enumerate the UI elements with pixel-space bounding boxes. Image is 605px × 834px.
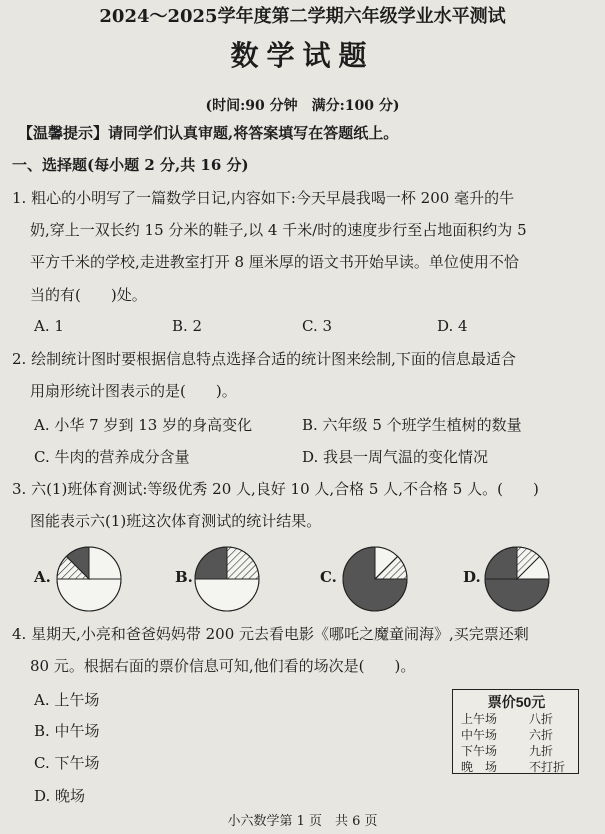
q3-pie-c[interactable] bbox=[340, 544, 410, 614]
q1-line-4: 当的有( )处。 bbox=[30, 286, 147, 304]
q3-pie-b[interactable] bbox=[192, 544, 262, 614]
q3-pie-a[interactable] bbox=[54, 544, 124, 614]
section-heading: 一、选择题(每小题 2 分,共 16 分) bbox=[12, 156, 249, 174]
q1-option-a[interactable]: A. 1 bbox=[34, 317, 64, 335]
ticket-row-session: 中午场 bbox=[461, 728, 498, 742]
ticket-row-discount: 八折 bbox=[529, 712, 554, 726]
q4-option-b[interactable]: B. 中午场 bbox=[34, 722, 100, 740]
q4-line-2: 80 元。根据右面的票价信息可知,他们看的场次是( )。 bbox=[30, 657, 416, 675]
q1-option-d[interactable]: D. 4 bbox=[437, 317, 468, 335]
q3-option-b-label[interactable]: B. bbox=[175, 568, 193, 586]
exam-title: 2024～2025学年度第二学期六年级学业水平测试 bbox=[99, 6, 506, 27]
q4-option-c[interactable]: C. 下午场 bbox=[34, 754, 100, 772]
q3-option-d-label[interactable]: D. bbox=[463, 568, 481, 586]
q3-option-a-label[interactable]: A. bbox=[34, 568, 51, 586]
q1-option-b[interactable]: B. 2 bbox=[172, 317, 203, 335]
q4-option-d[interactable]: D. 晚场 bbox=[34, 787, 86, 805]
q2-line-1: 2. 绘制统计图时要根据信息特点选择合适的统计图来绘制,下面的信息最适合 bbox=[12, 350, 516, 368]
ticket-price-box bbox=[452, 689, 579, 774]
q4-line-1: 4. 星期天,小亮和爸爸妈妈带 200 元去看电影《哪吒之魔童闹海》,买完票还剩 bbox=[12, 625, 529, 643]
q2-line-2: 用扇形统计图表示的是( )。 bbox=[30, 382, 237, 400]
q1-line-1: 1. 粗心的小明写了一篇数学日记,内容如下:今天早晨我喝一杯 200 毫升的牛 bbox=[12, 189, 515, 207]
q4-option-a[interactable]: A. 上午场 bbox=[34, 691, 100, 709]
q2-option-b[interactable]: B. 六年级 5 个班学生植树的数量 bbox=[302, 416, 522, 434]
exam-meta: (时间:90 分钟 满分:100 分) bbox=[205, 98, 400, 114]
q1-line-3: 平方千米的学校,走进教室打开 8 厘米厚的语文书开始早读。单位使用不恰 bbox=[30, 253, 519, 271]
q2-option-d[interactable]: D. 我县一周气温的变化情况 bbox=[302, 448, 489, 466]
q2-option-c[interactable]: C. 牛肉的营养成分含量 bbox=[34, 448, 190, 466]
ticket-row-session: 上午场 bbox=[461, 712, 498, 726]
q2-option-a[interactable]: A. 小华 7 岁到 13 岁的身高变化 bbox=[34, 416, 253, 434]
page-footer: 小六数学第 1 页 共 6 页 bbox=[227, 814, 378, 829]
exam-subtitle: 数学试题 bbox=[230, 39, 375, 72]
exam-hint: 【温馨提示】请同学们认真审题,将答案填写在答题纸上。 bbox=[18, 124, 399, 142]
q3-line-2: 图能表示六(1)班这次体育测试的统计结果。 bbox=[30, 512, 322, 530]
ticket-row-discount: 不打折 bbox=[529, 760, 566, 774]
q1-line-2: 奶,穿上一双长约 15 分米的鞋子,以 4 千米/时的速度步行至占地面积约为 5 bbox=[30, 221, 527, 239]
ticket-row-session: 下午场 bbox=[461, 744, 498, 758]
ticket-row-discount: 六折 bbox=[529, 728, 554, 742]
ticket-price-title: 票价50元 bbox=[487, 694, 546, 710]
q3-pie-d[interactable] bbox=[482, 544, 552, 614]
q3-line-1: 3. 六(1)班体育测试:等级优秀 20 人,良好 10 人,合格 5 人,不合格 5 人。( ) bbox=[12, 480, 539, 498]
ticket-row-discount: 九折 bbox=[529, 744, 554, 758]
q1-option-c[interactable]: C. 3 bbox=[302, 317, 333, 335]
ticket-row-session: 晚 场 bbox=[461, 760, 498, 774]
q3-option-c-label[interactable]: C. bbox=[320, 568, 337, 586]
